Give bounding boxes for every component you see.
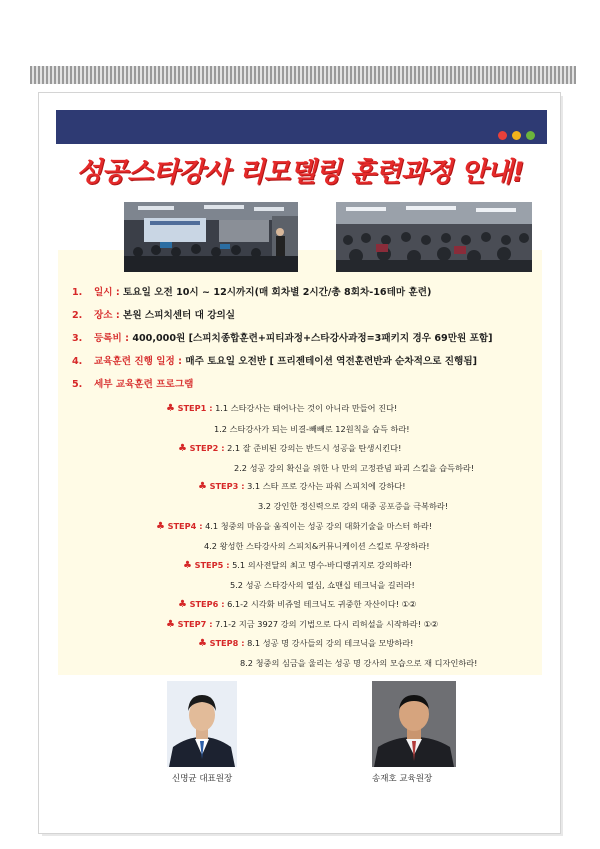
item-number: 3. [72, 333, 83, 344]
green-dot-icon [526, 131, 535, 140]
lecture-photo-right [336, 202, 532, 272]
info-item [72, 307, 235, 321]
item-label: 장소 : [94, 310, 120, 321]
item-label: 교육훈련 진행 일정 : [94, 356, 182, 367]
step-line [183, 560, 412, 571]
item-text: 토요일 오전 10시 ~ 12시까지(매 회차별 2시간/총 8회차-16테마 훈련) [119, 287, 432, 298]
step-line [230, 580, 415, 591]
step-line [178, 443, 401, 454]
step-line [166, 619, 438, 630]
red-dot-icon [498, 131, 507, 140]
step-line [156, 521, 432, 532]
step-text: 5.1 의사전달의 최고 명수-바디랭귀지로 강의하라! [229, 560, 413, 570]
portrait-right [372, 681, 456, 767]
item-label: 세부 교육훈련 프로그램 [94, 379, 194, 390]
step-text: 5.2 성공 스타강사의 열심, 쇼맨십 테크닉을 길러라! [230, 580, 415, 590]
step-line [198, 481, 406, 492]
yellow-dot-icon [512, 131, 521, 140]
top-decorative-stripe [30, 66, 576, 84]
step-label: STEP2 : [189, 443, 225, 453]
step-line [214, 424, 410, 435]
item-label: 등록비 : [94, 333, 129, 344]
page-title: 성공스타강사 리모델링 훈련과정 안내! [76, 157, 524, 188]
info-item [72, 376, 193, 390]
step-line [258, 501, 448, 512]
step-text: 2.1 잘 준비된 강의는 반드시 성공을 탄생시킨다! [224, 443, 402, 453]
club-icon: ♣ [178, 443, 187, 454]
item-text: 400,000원 [스피치종합훈련+피티과정+스타강사과정=3패키지 경우 69만원 포함] [128, 333, 493, 344]
step-line [178, 599, 416, 610]
club-icon: ♣ [198, 638, 207, 649]
step-line [204, 541, 430, 552]
step-label: STEP4 : [167, 521, 203, 531]
info-item [72, 330, 493, 344]
item-text: 매주 토요일 오전반 [ 프리젠테이션 역전훈련반과 순차적으로 진행됨] [182, 356, 477, 367]
step-text: 6.1-2 시각화 비쥬얼 테크닉도 귀중한 자산이다! ①② [224, 599, 417, 609]
step-line [240, 658, 477, 669]
step-text: 7.1-2 지금 3927 강의 기법으로 다시 리허설을 시작하라! ①② [212, 619, 439, 629]
caption-left: 신명균 대표원장 [172, 774, 233, 784]
info-item [72, 284, 431, 298]
item-number: 5. [72, 379, 83, 390]
club-icon: ♣ [183, 560, 192, 571]
step-line [198, 638, 413, 649]
step-label: STEP1 : [177, 403, 213, 413]
club-icon: ♣ [178, 599, 187, 610]
step-text: 2.2 성공 강의 확신을 위한 나 만의 고정관념 파괴 스킬을 습득하라! [234, 463, 475, 473]
item-number: 4. [72, 356, 83, 367]
item-text: 본원 스피치센터 대 강의실 [119, 310, 236, 321]
item-number: 2. [72, 310, 83, 321]
step-line [166, 403, 397, 414]
step-text: 8.1 성공 명 강사들의 강의 테크닉을 모방하라! [244, 638, 414, 648]
step-label: STEP6 : [189, 599, 225, 609]
header-bar [56, 110, 547, 144]
portrait-left [167, 681, 237, 767]
club-icon: ♣ [198, 481, 207, 492]
step-label: STEP5 : [194, 560, 230, 570]
step-text: 3.2 강인한 정신력으로 강의 대중 공포증을 극복하라! [258, 501, 449, 511]
club-icon: ♣ [156, 521, 165, 532]
step-label: STEP3 : [209, 481, 245, 491]
item-number: 1. [72, 287, 83, 298]
info-item [72, 353, 477, 367]
item-label: 일시 : [94, 287, 120, 298]
club-icon: ♣ [166, 403, 175, 414]
step-text: 4.1 청중의 마음을 움직이는 성공 강의 대화기술을 마스터 하라! [202, 521, 433, 531]
step-text: 1.2 스타강사가 되는 비결-빼빼로 12원칙을 습득 하라! [214, 424, 410, 434]
header-dots [498, 131, 535, 140]
caption-right: 송재호 교육원장 [372, 774, 433, 784]
step-text: 3.1 스타 프로 강사는 파워 스피치에 강하다! [244, 481, 406, 491]
step-text: 1.1 스타강사는 태어나는 것이 아니라 만들어 진다! [212, 403, 398, 413]
step-text: 4.2 왕성한 스타강사의 스피치&커뮤니케이션 스킬로 무장하라! [204, 541, 430, 551]
step-label: STEP7 : [177, 619, 213, 629]
step-label: STEP8 : [209, 638, 245, 648]
club-icon: ♣ [166, 619, 175, 630]
lecture-photo-left [124, 202, 298, 272]
step-line [234, 463, 474, 474]
step-text: 8.2 청중의 심금을 울리는 성공 명 강사의 모습으로 재 디자인하라! [240, 658, 478, 668]
